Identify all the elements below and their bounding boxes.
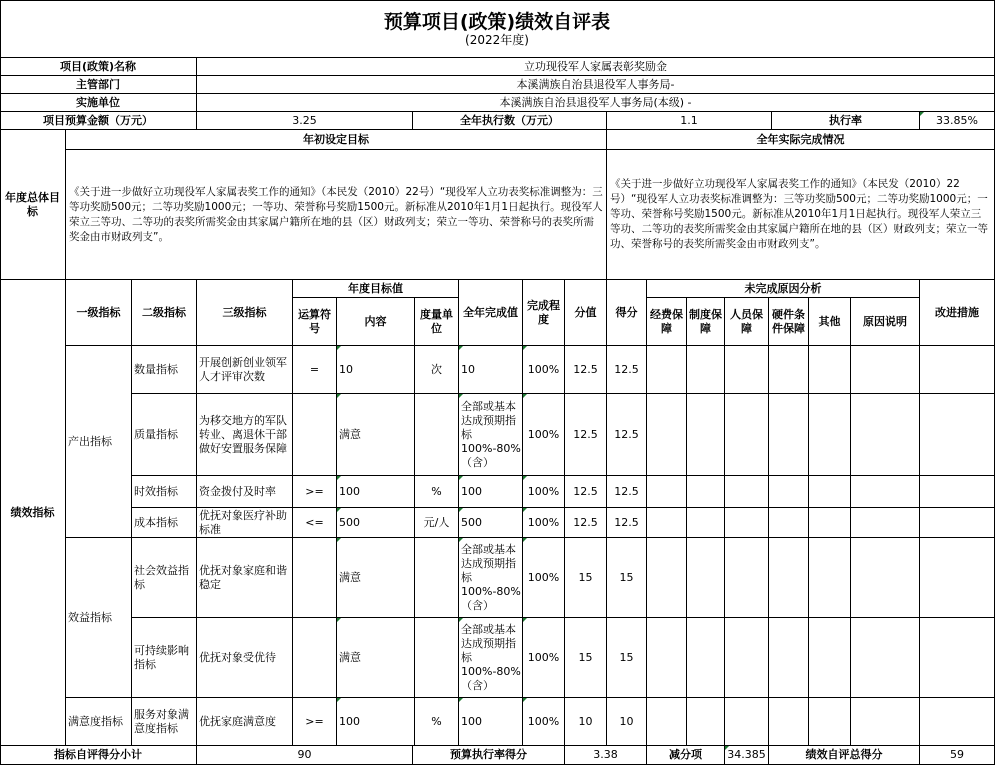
row-6-funding xyxy=(647,698,687,746)
row-5-level2: 可持续影响指标 xyxy=(132,618,197,698)
row-3-unit: 元/人 xyxy=(415,508,459,538)
row-3-explanation xyxy=(851,508,920,538)
row-1-system xyxy=(687,394,725,476)
row-2-hardware xyxy=(769,476,809,508)
plan-goal-header: 年初设定目标 xyxy=(66,130,607,150)
row-0-funding xyxy=(647,346,687,394)
row-1-explanation xyxy=(851,394,920,476)
exec-value: 1.1 xyxy=(607,112,772,130)
row-6-staff xyxy=(725,698,769,746)
row-3-level3: 优抚对象医疗补助标准 xyxy=(197,508,293,538)
row-4-improve xyxy=(920,538,995,618)
row-6-system xyxy=(687,698,725,746)
annual-goal-label: 年度总体目标 xyxy=(0,130,66,280)
group-benefit: 效益指标 xyxy=(66,538,132,698)
dept-value: 本溪满族自治县退役军人事务局- xyxy=(197,76,995,94)
row-2-score: 12.5 xyxy=(607,476,647,508)
row-1-level2: 质量指标 xyxy=(132,394,197,476)
row-6-level3: 优抚家庭满意度 xyxy=(197,698,293,746)
row-6-content: 100 xyxy=(337,698,415,746)
row-0-score-value: 12.5 xyxy=(565,346,607,394)
row-5-funding xyxy=(647,618,687,698)
impl-label: 实施单位 xyxy=(0,94,197,112)
row-0-explanation xyxy=(851,346,920,394)
header-operator: 运算符号 xyxy=(293,298,337,346)
perf-indicator-label: 绩效指标 xyxy=(0,280,66,746)
row-0-score: 12.5 xyxy=(607,346,647,394)
rate-label: 执行率 xyxy=(772,112,920,130)
row-6-other xyxy=(809,698,851,746)
row-4-content: 满意 xyxy=(337,538,415,618)
header-score-value: 分值 xyxy=(565,280,607,346)
row-6-score: 10 xyxy=(607,698,647,746)
row-2-operator: >= xyxy=(293,476,337,508)
header-score: 得分 xyxy=(607,280,647,346)
row-1-improve xyxy=(920,394,995,476)
row-3-score: 12.5 xyxy=(607,508,647,538)
row-4-level2: 社会效益指标 xyxy=(132,538,197,618)
row-2-completion: 100% xyxy=(523,476,565,508)
header-level1: 一级指标 xyxy=(66,280,132,346)
row-2-score-value: 12.5 xyxy=(565,476,607,508)
row-1-level3: 为移交地方的军队转业、离退休干部做好安置服务保障 xyxy=(197,394,293,476)
row-6-explanation xyxy=(851,698,920,746)
subtotal-label: 指标自评得分小计 xyxy=(0,746,197,765)
row-4-explanation xyxy=(851,538,920,618)
row-6-hardware xyxy=(769,698,809,746)
exec-label: 全年执行数（万元） xyxy=(413,112,607,130)
row-1-actual: 全部或基本达成预期指标100%-80%（含） xyxy=(459,394,523,476)
header-funding: 经费保障 xyxy=(647,298,687,346)
row-4-hardware xyxy=(769,538,809,618)
impl-value: 本溪满族自治县退役军人事务局(本级) - xyxy=(197,94,995,112)
header-system: 制度保障 xyxy=(687,298,725,346)
row-0-unit: 次 xyxy=(415,346,459,394)
row-0-actual: 10 xyxy=(459,346,523,394)
row-0-improve xyxy=(920,346,995,394)
row-1-operator xyxy=(293,394,337,476)
row-3-improve xyxy=(920,508,995,538)
row-5-actual: 全部或基本达成预期指标100%-80%（含） xyxy=(459,618,523,698)
project-name-value: 立功现役军人家属表彰奖励金 xyxy=(197,58,995,76)
row-4-unit xyxy=(415,538,459,618)
row-1-unit xyxy=(415,394,459,476)
row-1-completion: 100% xyxy=(523,394,565,476)
total-value: 59 xyxy=(920,746,995,765)
row-3-level2: 成本指标 xyxy=(132,508,197,538)
row-0-level3: 开展创新创业领军人才评审次数 xyxy=(197,346,293,394)
row-5-hardware xyxy=(769,618,809,698)
row-2-level2: 时效指标 xyxy=(132,476,197,508)
exec-score-value: 3.38 xyxy=(565,746,647,765)
header-reasons: 未完成原因分析 xyxy=(647,280,920,298)
header-content: 内容 xyxy=(337,298,415,346)
row-3-hardware xyxy=(769,508,809,538)
plan-goal-text: 《关于进一步做好立功现役军人家属表奖工作的通知》（本民发（2010）22号）“现役军人立功表奖标准调整为：三等功奖励500元；二等功奖励1000元；一等功、荣誉称号奖励1500元。新标准从2010年1月1日起执行。现役军人荣立三等功、二等功的表奖所需奖金由其家属户籍所在地的县（区）财政列支；荣立一等功、荣誉称号的表奖所需奖金由市财政列支”。 xyxy=(66,150,607,280)
deduct-label: 减分项 xyxy=(647,746,725,765)
header-actual: 全年完成值 xyxy=(459,280,523,346)
total-label: 绩效自评总得分 xyxy=(769,746,920,765)
row-4-score: 15 xyxy=(607,538,647,618)
row-1-funding xyxy=(647,394,687,476)
row-6-actual: 100 xyxy=(459,698,523,746)
row-2-unit: % xyxy=(415,476,459,508)
row-3-completion: 100% xyxy=(523,508,565,538)
row-0-level2: 数量指标 xyxy=(132,346,197,394)
row-3-content: 500 xyxy=(337,508,415,538)
header-explanation: 原因说明 xyxy=(851,298,920,346)
row-4-score-value: 15 xyxy=(565,538,607,618)
row-6-unit: % xyxy=(415,698,459,746)
row-3-staff xyxy=(725,508,769,538)
row-0-hardware xyxy=(769,346,809,394)
row-3-actual: 500 xyxy=(459,508,523,538)
row-3-operator: <= xyxy=(293,508,337,538)
row-3-system xyxy=(687,508,725,538)
row-5-system xyxy=(687,618,725,698)
project-name-label: 项目(政策)名称 xyxy=(0,58,197,76)
header-improve: 改进措施 xyxy=(920,280,995,346)
subtotal-value: 90 xyxy=(197,746,413,765)
row-4-operator xyxy=(293,538,337,618)
row-5-completion: 100% xyxy=(523,618,565,698)
actual-goal-header: 全年实际完成情况 xyxy=(607,130,995,150)
row-2-funding xyxy=(647,476,687,508)
row-5-operator xyxy=(293,618,337,698)
budget-label: 项目预算金额（万元） xyxy=(0,112,197,130)
row-2-actual: 100 xyxy=(459,476,523,508)
row-0-other xyxy=(809,346,851,394)
deduct-value: 34.385 xyxy=(725,746,769,765)
row-4-level3: 优抚对象家庭和谐稳定 xyxy=(197,538,293,618)
row-4-completion: 100% xyxy=(523,538,565,618)
row-4-system xyxy=(687,538,725,618)
row-4-actual: 全部或基本达成预期指标100%-80%（含） xyxy=(459,538,523,618)
row-0-completion: 100% xyxy=(523,346,565,394)
row-2-other xyxy=(809,476,851,508)
budget-value: 3.25 xyxy=(197,112,413,130)
row-0-operator: = xyxy=(293,346,337,394)
header-level2: 二级指标 xyxy=(132,280,197,346)
row-1-staff xyxy=(725,394,769,476)
row-5-score-value: 15 xyxy=(565,618,607,698)
row-6-completion: 100% xyxy=(523,698,565,746)
page-title: 预算项目(政策)绩效自评表 xyxy=(383,10,611,33)
header-hardware: 硬件条件保障 xyxy=(769,298,809,346)
row-6-level2: 服务对象满意度指标 xyxy=(132,698,197,746)
group-satisfaction: 满意度指标 xyxy=(66,698,132,746)
page-year: (2022年度) xyxy=(465,32,529,47)
group-output: 产出指标 xyxy=(66,346,132,538)
row-1-content: 满意 xyxy=(337,394,415,476)
row-5-improve xyxy=(920,618,995,698)
header-completion: 完成程度 xyxy=(523,280,565,346)
row-2-explanation xyxy=(851,476,920,508)
dept-label: 主管部门 xyxy=(0,76,197,94)
row-6-score-value: 10 xyxy=(565,698,607,746)
row-2-level3: 资金拨付及时率 xyxy=(197,476,293,508)
row-4-other xyxy=(809,538,851,618)
row-0-content: 10 xyxy=(337,346,415,394)
row-6-operator: >= xyxy=(293,698,337,746)
row-1-score: 12.5 xyxy=(607,394,647,476)
row-4-staff xyxy=(725,538,769,618)
row-5-unit xyxy=(415,618,459,698)
row-2-improve xyxy=(920,476,995,508)
header-staff: 人员保障 xyxy=(725,298,769,346)
row-5-content: 满意 xyxy=(337,618,415,698)
row-5-staff xyxy=(725,618,769,698)
row-3-other xyxy=(809,508,851,538)
row-2-content: 100 xyxy=(337,476,415,508)
actual-goal-text: 《关于进一步做好立功现役军人家属表奖工作的通知》（本民发（2010）22号）“现役军人立功表奖标准调整为：三等功奖励500元；二等功奖励1000元；一等功、荣誉称号奖励1500元。新标准从2010年1月1日起执行。现役军人荣立三等功、二等功的表奖所需奖金由其家属户籍所在地的县（区）财政列支；荣立一等功、荣誉称号的表奖所需奖金由市财政列支”。 xyxy=(607,150,995,280)
row-2-staff xyxy=(725,476,769,508)
header-level3: 三级指标 xyxy=(197,280,293,346)
row-1-score-value: 12.5 xyxy=(565,394,607,476)
row-3-score-value: 12.5 xyxy=(565,508,607,538)
row-5-explanation xyxy=(851,618,920,698)
header-other: 其他 xyxy=(809,298,851,346)
rate-value: 33.85% xyxy=(920,112,995,130)
row-0-staff xyxy=(725,346,769,394)
row-3-funding xyxy=(647,508,687,538)
row-5-other xyxy=(809,618,851,698)
exec-score-label: 预算执行率得分 xyxy=(413,746,565,765)
row-1-other xyxy=(809,394,851,476)
row-5-score: 15 xyxy=(607,618,647,698)
row-1-hardware xyxy=(769,394,809,476)
row-2-system xyxy=(687,476,725,508)
row-4-funding xyxy=(647,538,687,618)
row-0-system xyxy=(687,346,725,394)
header-annual-target: 年度目标值 xyxy=(293,280,459,298)
row-5-level3: 优抚对象受优待 xyxy=(197,618,293,698)
header-unit: 度量单位 xyxy=(415,298,459,346)
row-6-improve xyxy=(920,698,995,746)
title-block xyxy=(0,0,995,58)
